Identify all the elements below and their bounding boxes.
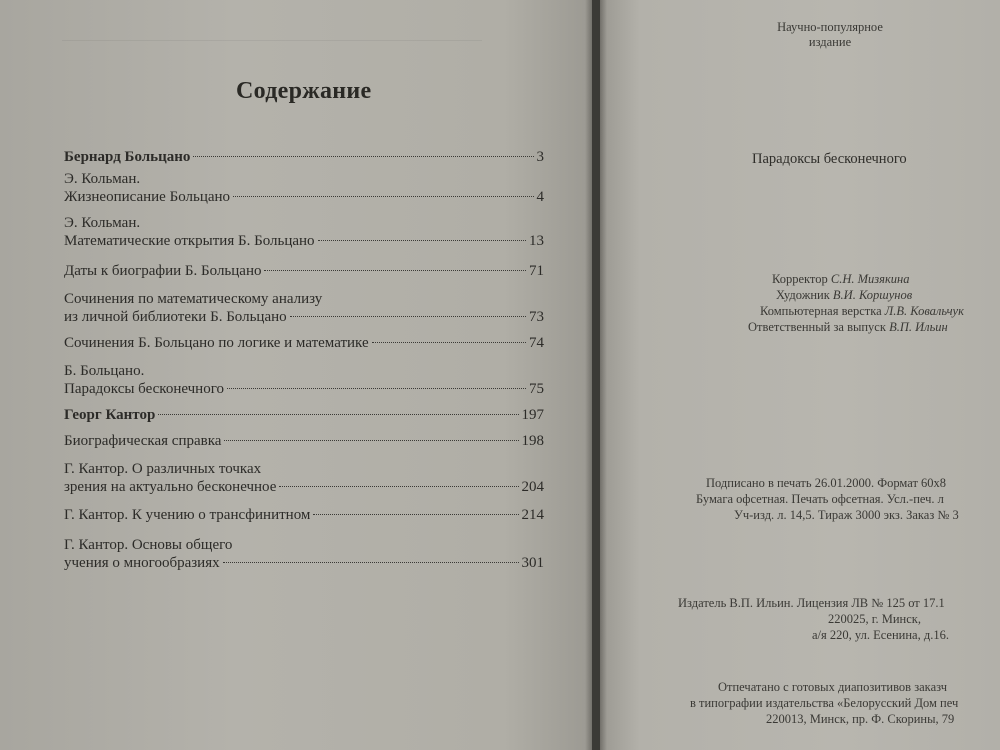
print-info-line: Уч-изд. л. 14,5. Тираж 3000 экз. Заказ № 3 (734, 508, 959, 522)
toc-entry-text: Г. Кантор. О различных точках (64, 461, 262, 477)
toc-entry-text: Георг Кантор (64, 407, 156, 423)
toc-entry-text: Жизнеописание Больцано (64, 189, 231, 205)
toc-entry (64, 170, 544, 206)
toc-entry (64, 290, 544, 326)
printer-line: 220013, Минск, пр. Ф. Скорины, 79 (766, 712, 955, 726)
toc-entry (64, 406, 544, 424)
toc-page-number: 4 (536, 189, 544, 205)
toc-entry-text: Сочинения по математическому анализу (64, 291, 323, 307)
toc-entry (64, 214, 544, 250)
toc-entry-text: Бернард Больцано (64, 149, 191, 165)
credit-line (748, 320, 948, 335)
toc-entry (64, 432, 544, 450)
toc-page-number: 74 (529, 335, 544, 351)
print-info-line: Подписано в печать 26.01.2000. Формат 60х8 (706, 476, 947, 490)
credit-role: Компьютерная верстка (760, 304, 882, 318)
toc-entry-text: из личной библиотеки Б. Больцано (64, 309, 287, 325)
credit-line (760, 304, 964, 319)
toc-title: Содержание (236, 78, 372, 104)
toc-entry-text: Э. Кольман. (64, 171, 141, 187)
toc-entry-text: Г. Кантор. Основы общего (64, 537, 233, 553)
toc-entry-text: Э. Кольман. (64, 215, 141, 231)
printer-line: в типографии издательства «Белорусский Дом печ (690, 696, 959, 710)
credit-line (772, 272, 910, 287)
credit-line (776, 288, 912, 303)
toc-entry-text: Даты к биографии Б. Больцано (64, 263, 262, 279)
credit-name: В.И. Коршунов (832, 288, 913, 302)
credit-role: Ответственный за выпуск (748, 320, 886, 334)
toc-page-number: 214 (521, 507, 544, 523)
printer-line: Отпечатано с готовых диапозитивов заказч (718, 680, 948, 694)
toc-entry (64, 148, 544, 166)
toc-entry (64, 262, 544, 280)
edition-type-line: издание (808, 35, 852, 49)
toc-entry (64, 362, 544, 398)
toc-page-number: 301 (521, 555, 544, 571)
running-header (62, 20, 482, 41)
toc-page-number: 197 (521, 407, 544, 423)
publisher-line: 220025, г. Минск, (828, 612, 921, 626)
print-info-line: Бумага офсетная. Печать офсетная. Усл.-печ. л (696, 492, 944, 506)
toc-entry-text: зрения на актуально бесконечное (64, 479, 277, 495)
toc-entry-text: Сочинения Б. Больцано по логике и математике (64, 335, 369, 351)
credit-name: С.Н. Мизякина (830, 272, 910, 286)
credit-name: Л.В. Ковальчук (884, 304, 964, 318)
toc-page-number: 71 (529, 263, 544, 279)
toc-entry-text: Г. Кантор. К учению о трансфинитном (64, 507, 311, 523)
publisher-line: Издатель В.П. Ильин. Лицензия ЛВ № 125 от 17.1 (678, 596, 945, 610)
toc-entry (64, 506, 544, 524)
credit-role: Корректор (772, 272, 828, 286)
edition-type-line: Научно-популярное (777, 20, 883, 34)
publisher-line: а/я 220, ул. Есенина, д.16. (812, 628, 949, 642)
toc-entry-text: Математические открытия Б. Больцано (64, 233, 315, 249)
toc-entry (64, 460, 544, 496)
toc-page-number: 75 (529, 381, 544, 397)
book-title: Парадоксы бесконечного (752, 151, 907, 167)
toc-entry-text: Биографическая справка (64, 433, 222, 449)
credit-role: Художник (776, 288, 830, 302)
toc-entry (64, 334, 544, 352)
toc-page-number: 204 (521, 479, 544, 495)
toc-page-number: 73 (529, 309, 544, 325)
book-spine-gutter (585, 0, 607, 750)
toc-entry (64, 536, 544, 572)
toc-entry-text: Парадоксы бесконечного (64, 381, 224, 397)
toc-page-number: 13 (529, 233, 544, 249)
toc-page-number: 198 (521, 433, 544, 449)
toc-entry-text: Б. Больцано. (64, 363, 145, 379)
edition-type (760, 20, 900, 50)
toc-entry-text: учения о многообразиях (64, 555, 220, 571)
right-page (600, 0, 1000, 750)
toc-page-number: 3 (536, 149, 544, 165)
credit-name: В.П. Ильин (889, 320, 948, 334)
